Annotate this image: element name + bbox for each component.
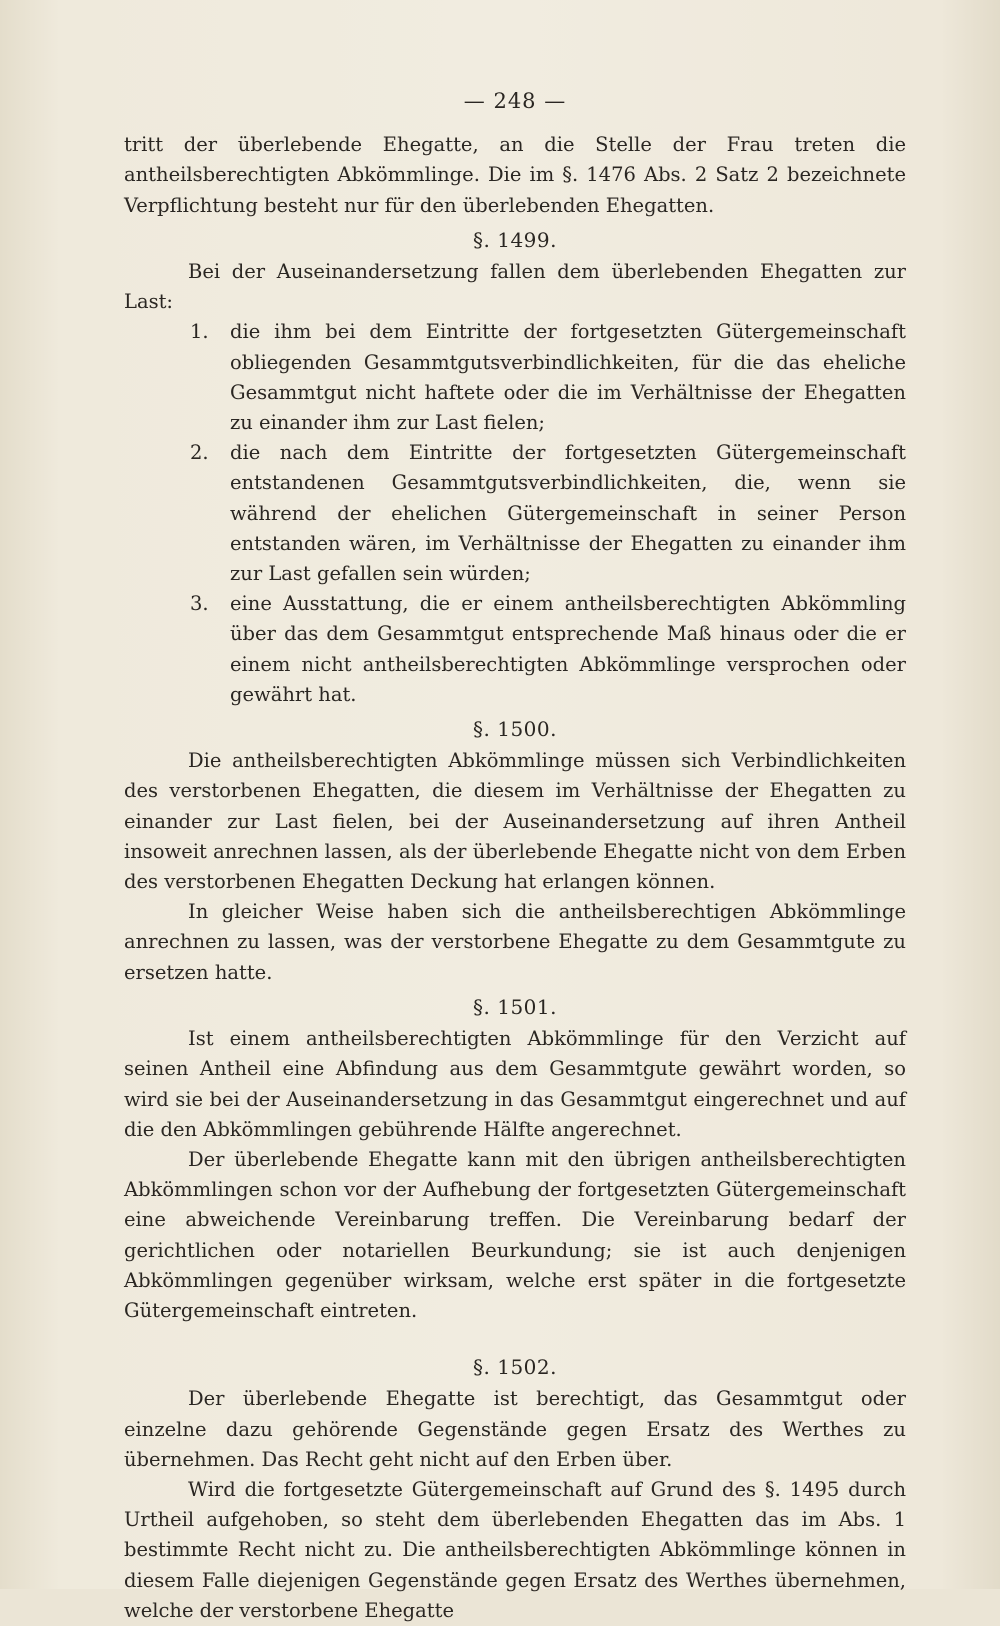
page-number: — 248 — bbox=[463, 89, 567, 113]
list-item-text: die nach dem Eintritte der fortgesetzten Gütergemeinschaft entstandenen Gesammtgutsverbindlichkeiten, die, wenn sie während der ehelichen Gütergemeinschaft in seiner Person entstanden wären, im Verhältnisse der Ehegatten zu einander ihm zur Last gefallen sein würden; bbox=[230, 441, 906, 586]
section-1500-paragraph-1: Die antheilsberechtigten Abkömmlinge müssen sich Verbindlichkeiten des verstorbenen Ehegatten, die diesem im Verhältnisse der Ehegatten zu einander zur Last fielen, bei der Auseinandersetzung auf ihren Antheil insoweit anrechnen lassen, als der überlebende Ehegatte nicht von dem Erben des verstorbenen Ehegatten Deckung hat erlangen können. bbox=[124, 749, 906, 894]
list-item-text: die ihm bei dem Eintritte der fortgesetzten Gütergemeinschaft obliegenden Gesammtgutsverbindlichkeiten, für die das eheliche Gesammtgut nicht haftete oder die im Verhältnisse der Ehegatten zu einander ihm zur Last fielen; bbox=[230, 320, 906, 435]
section-heading-1500: §. 1500. bbox=[473, 717, 557, 742]
section-1501-paragraph-2: Der überlebende Ehegatte kann mit den übrigen antheilsberechtigten Abkömmlingen schon vor der Aufhebung der fortgesetzten Gütergemeinschaft eine abweichende Vereinbarung treffen. Die Vereinbarung bedarf der gerichtlichen oder notariellen Beurkundung; sie ist auch denjenigen Abkömmlingen gegenüber wirksam, welche erst später in die fortgesetzte Gütergemeinschaft eintreten. bbox=[124, 1147, 906, 1322]
list-item-number: 3. bbox=[190, 592, 209, 616]
list-item-text: eine Ausstattung, die er einem antheilsberechtigten Abkömmling über das dem Gesammtgut entsprechende Maß hinaus oder die er einem nicht antheilsberechtigten Abkömmlinge versprochen oder gewährt hat. bbox=[230, 592, 906, 706]
list-item-number: 1. bbox=[190, 320, 209, 344]
list-item-number: 2. bbox=[190, 441, 209, 465]
section-1502-paragraph-2: Wird die fortgesetzte Gütergemeinschaft auf Grund des §. 1495 durch Urtheil aufgehoben, so steht dem überlebenden Ehegatten das im Abs. 1 bestimmte Recht nicht zu. Die antheilsberechtigten Abkömmlinge können in diesem Falle diejenigen Gegenstände gegen Ersatz des Werthes übernehmen, welche der verstorbene Ehegatte bbox=[124, 1477, 906, 1622]
section-1499-list bbox=[124, 317, 906, 710]
list-item bbox=[124, 589, 906, 710]
section-heading-1502: §. 1502. bbox=[473, 1355, 557, 1380]
section-1500-paragraph-2: In gleicher Weise haben sich die antheilsberechtigen Abkömmlinge anrechnen zu lassen, was der verstorbene Ehegatte zu dem Gesammtgute zu ersetzen hatte. bbox=[124, 900, 906, 984]
section-heading-1499: §. 1499. bbox=[473, 227, 557, 252]
section-1502-paragraph-1: Der überlebende Ehegatte ist berechtigt, das Gesammtgut oder einzelne dazu gehörende Gegenstände gegen Ersatz des Werthes zu übernehmen. Das Recht geht nicht auf den Erben über. bbox=[124, 1387, 906, 1471]
section-1501-paragraph-1: Ist einem antheilsberechtigten Abkömmlinge für den Verzicht auf seinen Antheil eine Abfindung aus dem Gesammtgute gewährt worden, so wird sie bei der Auseinandersetzung in das Gesammtgut eingerechnet und auf die den Abkömmlingen gebührende Hälfte angerechnet. bbox=[124, 1027, 906, 1141]
intro-paragraph: tritt der überlebende Ehegatte, an die Stelle der Frau treten die antheilsberechtigten Abkömmlinge. Die im §. 1476 Abs. 2 Satz 2 bezeichnete Verpflichtung besteht nur für den überlebenden Ehegatten. bbox=[124, 133, 906, 217]
section-heading-1501: §. 1501. bbox=[473, 994, 557, 1019]
page-content bbox=[124, 86, 906, 1626]
list-item bbox=[124, 317, 906, 438]
section-1499-lead: Bei der Auseinandersetzung fallen dem überlebenden Ehegatten zur Last: bbox=[124, 260, 906, 314]
list-item bbox=[124, 438, 906, 589]
